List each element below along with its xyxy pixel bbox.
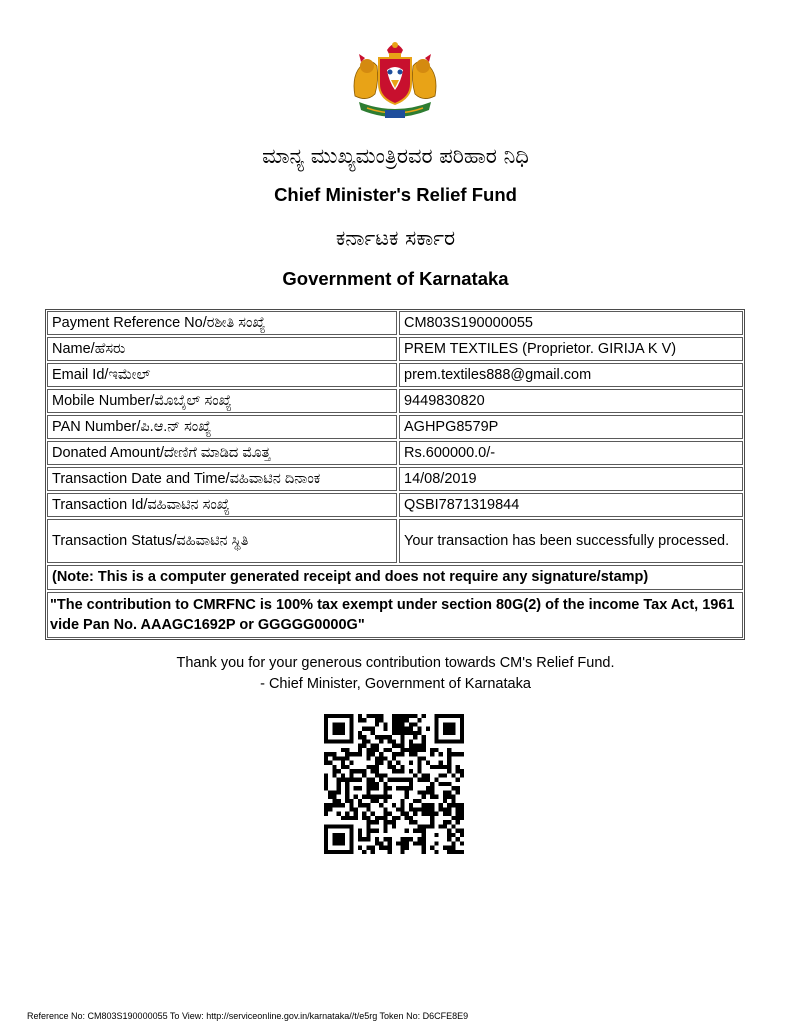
footer-reference: Reference No: CM803S190000055 To View: http://serviceonline.gov.in/karnataka//t/e5rg Token No: D6CFE8E9 [27, 1011, 469, 1021]
transaction-date-label: Transaction Date and Time/ವಹಿವಾಟಿನ ದಿನಾಂಕ [47, 467, 397, 491]
tax-exemption-note: "The contribution to CMRFNC is 100% tax exempt under section 80G(2) of the income Tax Act, 1961 vide Pan No. AAAGC1692P or GGGGG0000G" [47, 592, 743, 638]
pan-value: AGHPG8579P [399, 415, 743, 439]
thank-you-signoff: - Chief Minister, Government of Karnataka [260, 676, 531, 692]
mobile-value: 9449830820 [399, 389, 743, 413]
amount-label: Donated Amount/ದೇಣಿಗೆ ಮಾಡಿದ ಮೊತ್ತ [47, 441, 397, 465]
amount-value: Rs.600000.0/- [399, 441, 743, 465]
pan-label: PAN Number/ಪಿ.ಆ.ನ್ ಸಂಖ್ಯೆ [47, 415, 397, 439]
table-row [47, 467, 743, 491]
table-row [47, 337, 743, 361]
table-row [47, 493, 743, 517]
transaction-date-value: 14/08/2019 [399, 467, 743, 491]
transaction-id-value: QSBI7871319844 [399, 493, 743, 517]
payment-reference-value: CM803S190000055 [399, 311, 743, 335]
email-value: prem.textiles888@gmail.com [399, 363, 743, 387]
government-english: Government of Karnataka [282, 268, 509, 289]
mobile-label: Mobile Number/ಮೊಬೈಲ್ ಸಂಖ್ಯೆ [47, 389, 397, 413]
government-kannada: ಕರ್ನಾಟಕ ಸರ್ಕಾರ [335, 226, 456, 250]
table-row [47, 519, 743, 563]
thank-you-message: Thank you for your generous contribution towards CM's Relief Fund. [176, 655, 615, 671]
transaction-status-value: Your transaction has been successfully processed. [399, 519, 743, 563]
table-row [47, 415, 743, 439]
name-label: Name/ಹೆಸರು [47, 337, 397, 361]
transaction-status-label: Transaction Status/ವಹಿವಾಟಿನ ಸ್ಥಿತಿ [47, 519, 397, 563]
payment-reference-label: Payment Reference No/ರಶೀತಿ ಸಂಖ್ಯೆ [47, 311, 397, 335]
karnataka-emblem [345, 36, 445, 124]
receipt-table [45, 309, 745, 640]
title-english: Chief Minister's Relief Fund [274, 184, 517, 205]
table-row [47, 565, 743, 590]
table-row [47, 311, 743, 335]
title-kannada: ಮಾನ್ಯ ಮುಖ್ಯಮಂತ್ರಿರವರ ಪರಿಹಾರ ನಿಧಿ [262, 144, 529, 168]
table-row [47, 363, 743, 387]
transaction-id-label: Transaction Id/ವಹಿವಾಟಿನ ಸಂಖ್ಯೆ [47, 493, 397, 517]
email-label: Email Id/ಇಮೇಲ್ [47, 363, 397, 387]
table-row [47, 441, 743, 465]
table-row [47, 389, 743, 413]
name-value: PREM TEXTILES (Proprietor. GIRIJA K V) [399, 337, 743, 361]
computer-generated-note: (Note: This is a computer generated receipt and does not require any signature/stamp) [47, 565, 743, 590]
table-row [47, 592, 743, 638]
qr-code [324, 714, 464, 854]
